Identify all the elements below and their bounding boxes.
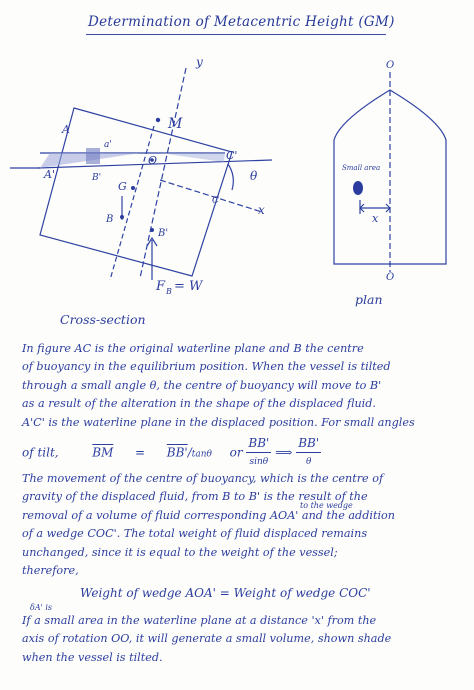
p1-line-3: through a small angle θ, the centre of buoyancy will move to B': [22, 378, 382, 392]
p2-line-6: therefore,: [22, 564, 79, 578]
label-b1: B': [92, 173, 102, 183]
formula-f1-den: tanθ: [191, 449, 212, 460]
p1-line-5: A'C' is the waterline plane in the displaced position. For small angles: [22, 415, 415, 429]
p2-line-3: removal of a volume of fluid corresponding AOA' and the addition: [22, 508, 395, 522]
title-underline: [86, 34, 386, 35]
cross-section-caption: Cross-section: [60, 312, 146, 327]
label-O: O: [148, 154, 158, 167]
cross-section-diagram: [0, 40, 300, 300]
wedge-equation: Weight of wedge AOA' = Weight of wedge COC': [80, 586, 371, 600]
small-area-element: [86, 148, 100, 164]
small-area-shape: [353, 181, 363, 195]
formula-f1-sep: /: [187, 445, 192, 460]
formula-f1-num: BB': [166, 445, 188, 460]
shaded-wedge-right: [160, 153, 225, 162]
label-M: M: [168, 116, 183, 132]
p2-line-2: gravity of the displaced fluid, from B to B' is the result of the: [22, 490, 368, 504]
formula-or: or: [229, 445, 243, 460]
label-C1: C': [226, 149, 238, 162]
formula-lhs: $\overline{BM}$: [92, 445, 114, 460]
label-A: A: [62, 123, 70, 136]
label-A1: A': [44, 168, 55, 181]
label-o-bottom: O: [386, 272, 395, 280]
label-o-top: O: [386, 60, 395, 71]
p3-line-3: when the vessel is tilted.: [22, 650, 163, 664]
label-small-area: Small area: [342, 164, 381, 172]
p2-line-4: of a wedge COC'. The total weight of fluid displaced remains: [22, 527, 368, 541]
formula-fraction-3: [296, 434, 321, 472]
formula-eq: =: [135, 445, 146, 460]
p3-line-1: If a small area in the waterline plane at a distance 'x' from the: [22, 614, 377, 627]
label-B: B: [106, 214, 114, 225]
p2-line-1: The movement of the centre of buoyancy, which is the centre of: [22, 472, 384, 485]
paragraph-1: [22, 340, 462, 432]
p1-line-1: In figure AC is the original waterline plane and B the centre: [22, 342, 364, 355]
p2-line-5: unchanged, since it is equal to the weight of the vessel;: [22, 545, 338, 559]
formula-prefix: of tilt,: [22, 445, 59, 460]
p3-note: δA' is: [30, 603, 52, 612]
formula-f2-num: BB': [246, 434, 271, 453]
label-fb: F: [156, 279, 166, 294]
p1-line-2: of buoyancy in the equilibrium position. When the vessel is tilted: [22, 360, 391, 374]
label-theta: θ: [250, 169, 258, 183]
label-C: C: [212, 196, 219, 206]
label-y: y: [196, 55, 203, 69]
label-fb-sub: B: [166, 287, 172, 296]
p2-insertion: to the wedge: [300, 501, 353, 510]
plan-diagram: [320, 50, 460, 280]
page-title: Determination of Metacentric Height (GM): [88, 14, 395, 30]
label-plan-x: x: [372, 212, 379, 225]
p3-line-2: axis of rotation OO, it will generate a small volume, shown shade: [22, 632, 392, 646]
p1-line-4: as a result of the alteration in the shape of the displaced fluid.: [22, 397, 376, 411]
formula-fraction-2: [246, 434, 271, 472]
formula-f3-num: BB': [296, 434, 321, 453]
label-x: x: [258, 203, 265, 217]
x-axis: [160, 180, 262, 212]
plan-caption: plan: [355, 292, 383, 307]
formula-line: [22, 434, 462, 472]
vertical-axis: [140, 68, 186, 278]
paragraph-2: [22, 470, 462, 580]
paragraph-3: [22, 612, 462, 667]
label-Bp: B': [158, 228, 169, 239]
formula-f2-den: sinθ: [249, 457, 269, 468]
label-fb-eq: = W: [174, 279, 203, 294]
formula-arrow: ⟹: [275, 445, 293, 460]
label-G: G: [118, 180, 127, 193]
formula-f3-den: θ: [305, 457, 312, 468]
label-a1: a': [104, 140, 112, 150]
